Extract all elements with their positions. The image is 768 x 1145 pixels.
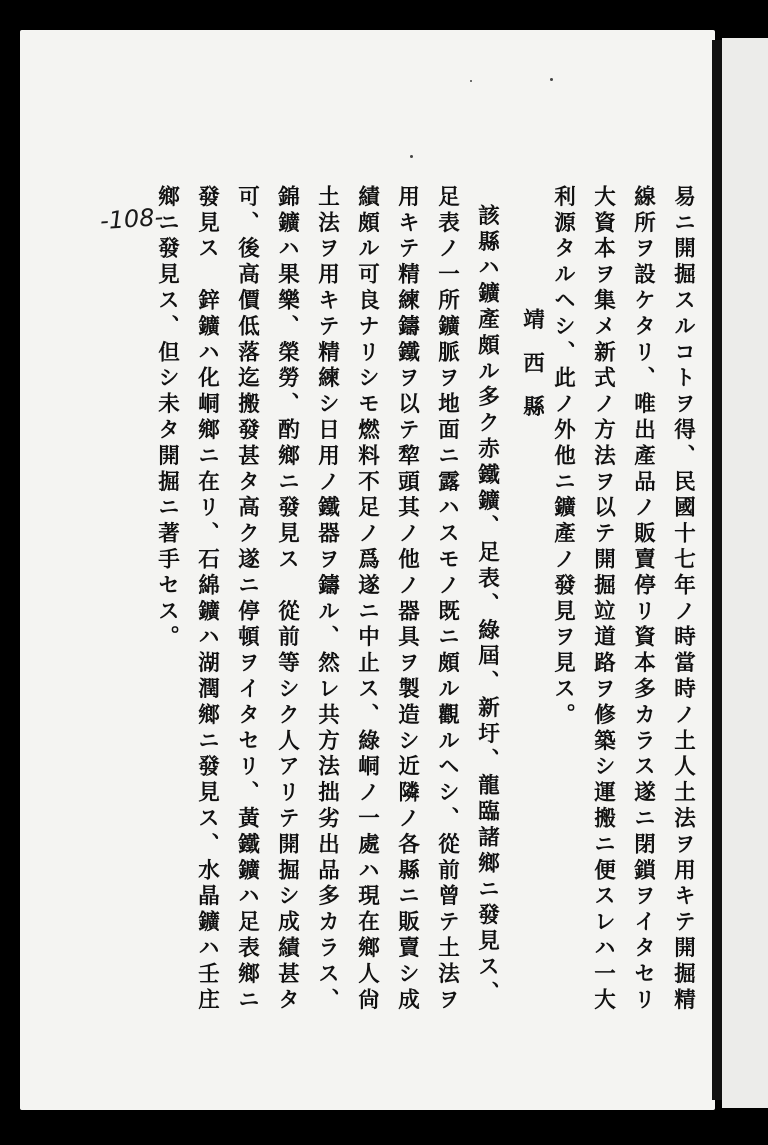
scan-speck [550,78,553,81]
page-binding-edge [712,40,722,1100]
text-column-13: 發見ス 鋅鑛ハ化峒鄉ニ在リ、石綿鑛ハ湖潤鄉ニ發見ス、水晶鑛ハ壬庄 [194,185,220,1014]
text-column-3: 大資本ヲ集メ新式ノ方法ヲ以テ開掘竝道路ヲ修築シ運搬ニ便スレハ一大 [590,185,616,1014]
text-column-14: 鄉ニ發見ス、但シ未タ開掘ニ著手セス。 [154,185,180,652]
text-column-6: 該縣ハ鑛產頗ル多ク赤鐵鑛、足表、綠屆、新圩、龍臨諸鄉ニ發見ス、 [474,204,500,1007]
text-column-11: 錦鑛ハ果樂、榮勞、酌鄉ニ發見ス 從前等シク人アリテ開掘シ成績甚タ [274,185,300,1014]
section-heading: 靖西縣 [519,308,545,439]
scan-speck [470,80,472,82]
text-column-4: 利源タルヘシ、此ノ外他ニ鑛產ノ發見ヲ見ス。 [550,185,576,729]
scan-speck [410,155,413,158]
text-column-8: 用キテ精練鑄鐵ヲ以テ犂頭其ノ他ノ器具ヲ製造シ近隣ノ各縣ニ販賣シ成 [394,185,420,1014]
adjacent-page [722,38,768,1108]
text-column-9: 績頗ル可良ナリシモ燃料不足ノ爲遂ニ中止ス、綠峒ノ一處ハ現在鄉人尙 [354,185,380,1014]
text-column-2: 線所ヲ設ケタリ、唯出產品ノ販賣停リ資本多カラス遂ニ閉鎖ヲイタセリ [630,185,656,1014]
page-number: -108- [99,202,165,236]
text-column-7: 足表ノ一所鑛脈ヲ地面ニ露ハスモノ既ニ頗ル觀ルヘシ、從前曾テ土法ヲ [434,185,460,1014]
text-column-1: 易ニ開掘スルコトヲ得、民國十七年ノ時當時ノ土人土法ヲ用キテ開掘精 [670,185,696,1014]
text-column-10: 土法ヲ用キテ精練シ日用ノ鐵器ヲ鑄ル、然レ共方法拙劣出品多カラス、 [314,185,340,1014]
text-column-12: 可、後高價低落迄搬發甚タ高ク遂ニ停頓ヲイタセリ、黃鐵鑛ハ足表鄉ニ [234,185,260,1014]
